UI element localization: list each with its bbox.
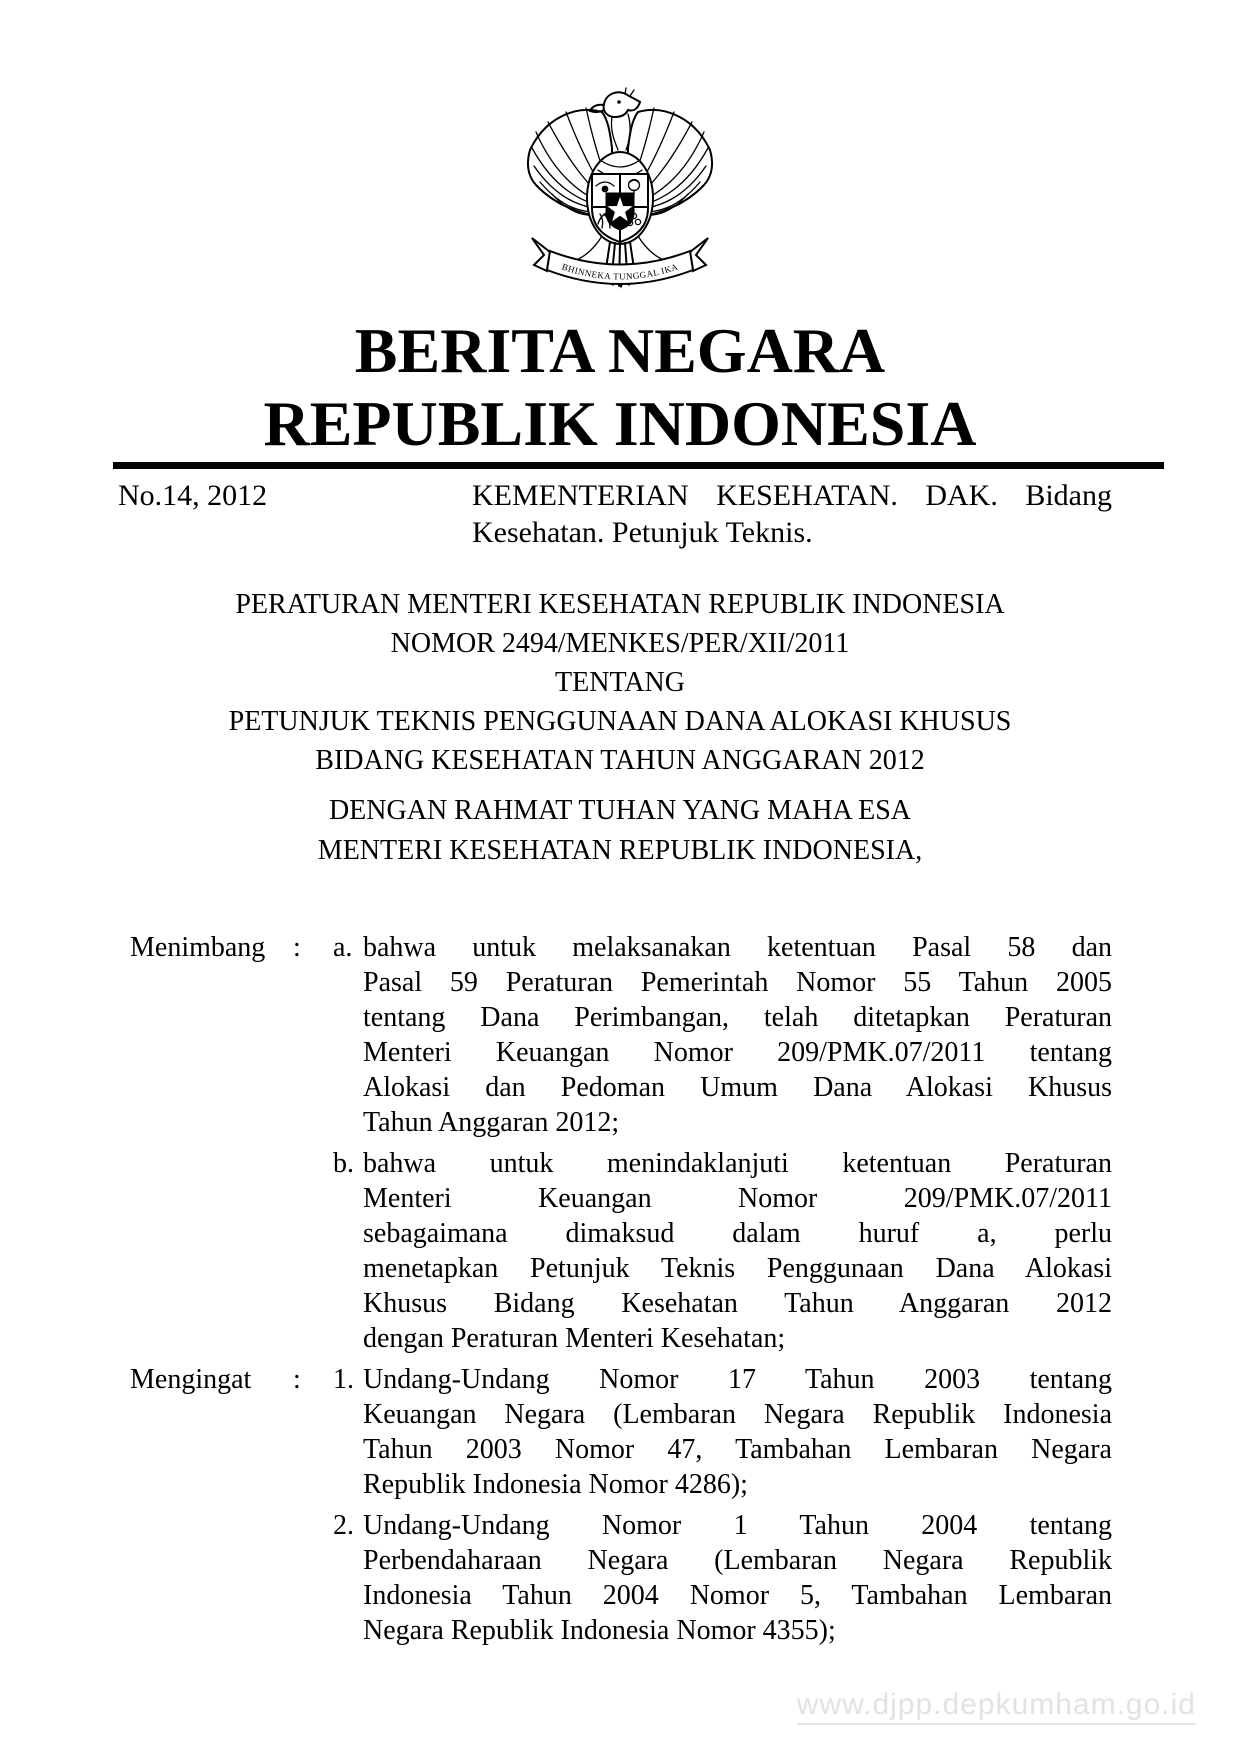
text-line: Alokasi dan Pedoman Umum Dana Alokasi Khusus bbox=[363, 1072, 1112, 1103]
masthead bbox=[0, 314, 1240, 460]
item-marker: b. bbox=[333, 1148, 354, 1179]
regulation-title-line: TENTANG bbox=[555, 667, 685, 698]
mengingat-item-1 bbox=[333, 1362, 1112, 1502]
mengingat-item-2 bbox=[333, 1508, 1112, 1648]
gazette-number: No.14, 2012 bbox=[118, 479, 268, 512]
text-line: Undang-Undang Nomor 1 Tahun 2004 tentang bbox=[363, 1510, 1112, 1541]
regulation-title-block bbox=[0, 585, 1240, 780]
text-line: Republik Indonesia Nomor 4286); bbox=[363, 1469, 748, 1500]
item-text bbox=[363, 1508, 1112, 1648]
clauses bbox=[130, 930, 1112, 1654]
item-marker: 1. bbox=[333, 1364, 354, 1395]
gazette-subject-line: Kesehatan. Petunjuk Teknis. bbox=[472, 516, 813, 549]
mengingat-items bbox=[333, 1362, 1112, 1654]
garuda-pancasila-emblem bbox=[522, 86, 718, 295]
text-line: Undang-Undang Nomor 17 Tahun 2003 tentang bbox=[363, 1364, 1112, 1395]
gazette-subject bbox=[472, 477, 1112, 551]
watermark-link[interactable]: www.djpp.depkumham.go.id bbox=[797, 1688, 1196, 1725]
text-line: bahwa untuk menindaklanjuti ketentuan Peraturan bbox=[363, 1148, 1112, 1179]
pancasila-shield bbox=[592, 174, 648, 242]
regulation-title-line: PERATURAN MENTERI KESEHATAN REPUBLIK INDONESIA bbox=[235, 589, 1005, 620]
text-line: sebagaimana dimaksud dalam huruf a, perlu bbox=[363, 1218, 1112, 1249]
masthead-divider-rule bbox=[113, 462, 1164, 469]
masthead-title-line2: REPUBLIK INDONESIA bbox=[263, 388, 977, 459]
item-text bbox=[363, 1362, 1112, 1502]
menimbang-item-b bbox=[333, 1146, 1112, 1356]
masthead-title-line1: BERITA NEGARA bbox=[354, 315, 886, 386]
mengingat-colon: : bbox=[293, 1364, 301, 1395]
motto-text: BHINNEKA TUNGGAL IKA bbox=[560, 261, 680, 282]
invocation-line: DENGAN RAHMAT TUHAN YANG MAHA ESA bbox=[328, 795, 912, 826]
menimbang-label: Menimbang bbox=[130, 932, 266, 963]
item-text bbox=[363, 930, 1112, 1140]
text-line: Negara Republik Indonesia Nomor 4355); bbox=[363, 1615, 836, 1646]
menimbang-item-a bbox=[333, 930, 1112, 1140]
buffalo-head-icon bbox=[602, 186, 609, 193]
text-line: Menteri Keuangan Nomor 209/PMK.07/2011 bbox=[363, 1183, 1112, 1214]
mengingat-section bbox=[130, 1362, 1112, 1654]
text-line: Khusus Bidang Kesehatan Tahun Anggaran 2012 bbox=[363, 1288, 1112, 1319]
text-line: Tahun 2003 Nomor 47, Tambahan Lembaran Negara bbox=[363, 1434, 1112, 1465]
text-line: bahwa untuk melaksanakan ketentuan Pasal 58 dan bbox=[363, 932, 1112, 963]
text-line: Tahun Anggaran 2012; bbox=[363, 1107, 620, 1138]
regulation-title-line: NOMOR 2494/MENKES/PER/XII/2011 bbox=[390, 628, 850, 659]
gazette-subject-line: KEMENTERIAN KESEHATAN. DAK. Bidang bbox=[472, 479, 1112, 512]
text-line: menetapkan Petunjuk Teknis Penggunaan Dana Alokasi bbox=[363, 1253, 1112, 1284]
gazette-header-row bbox=[118, 477, 1112, 551]
text-line: Perbendaharaan Negara (Lembaran Negara Republik bbox=[363, 1545, 1112, 1576]
text-line: Menteri Keuangan Nomor 209/PMK.07/2011 tentang bbox=[363, 1037, 1112, 1068]
item-marker: 2. bbox=[333, 1510, 354, 1541]
mengingat-label: Mengingat bbox=[130, 1364, 252, 1395]
item-text bbox=[363, 1146, 1112, 1356]
menimbang-items bbox=[333, 930, 1112, 1362]
text-line: Pasal 59 Peraturan Pemerintah Nomor 55 Tahun 2005 bbox=[363, 967, 1112, 998]
menimbang-section bbox=[130, 930, 1112, 1362]
preamble-block bbox=[0, 791, 1240, 871]
text-line: Indonesia Tahun 2004 Nomor 5, Tambahan Lembaran bbox=[363, 1580, 1112, 1611]
authority-line: MENTERI KESEHATAN REPUBLIK INDONESIA, bbox=[317, 835, 923, 866]
text-line: tentang Dana Perimbangan, telah ditetapkan Peraturan bbox=[363, 1002, 1112, 1033]
text-line: dengan Peraturan Menteri Kesehatan; bbox=[363, 1323, 786, 1354]
regulation-title-line: BIDANG KESEHATAN TAHUN ANGGARAN 2012 bbox=[315, 745, 925, 776]
text-line: Keuangan Negara (Lembaran Negara Republik Indonesia bbox=[363, 1399, 1112, 1430]
menimbang-colon: : bbox=[293, 932, 301, 963]
item-marker: a. bbox=[333, 932, 353, 963]
regulation-title-line: PETUNJUK TEKNIS PENGGUNAAN DANA ALOKASI KHUSUS bbox=[228, 706, 1012, 737]
